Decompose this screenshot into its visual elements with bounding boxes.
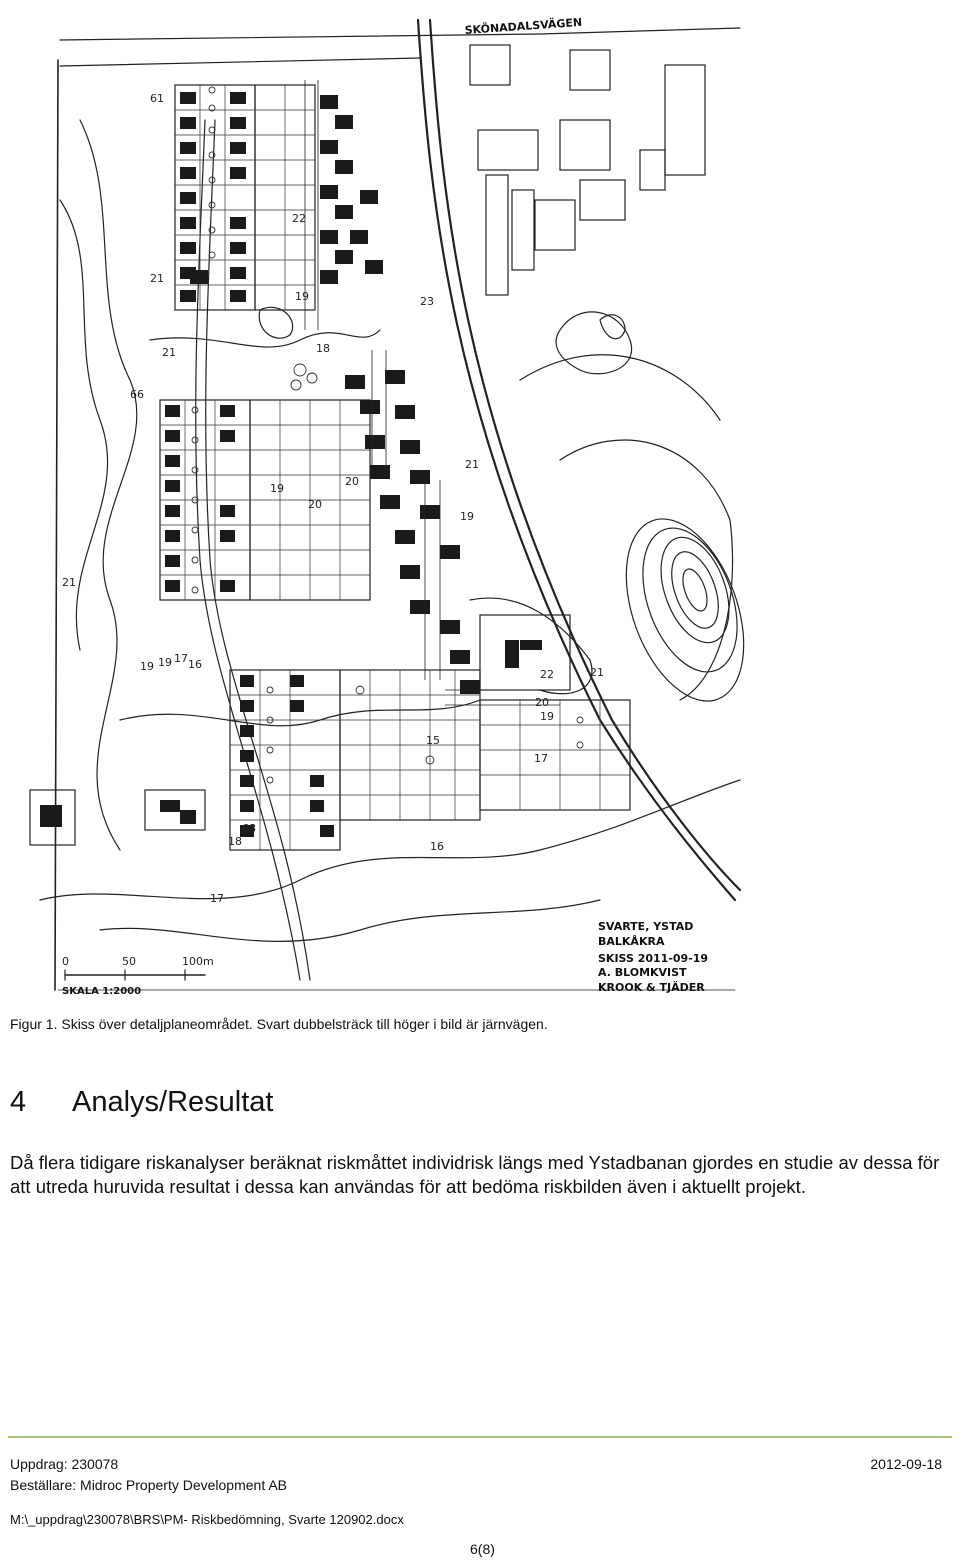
road-line-south [60, 58, 420, 66]
body-paragraph: Då flera tidigare riskanalyser beräknat riskmåttet individrisk längs med Ystadbanan gjordes en studie av dessa för att utreda huruvida resultat i dessa kan användas för att bedöma riskbilden även i aktuellt projekt. [10, 1152, 940, 1197]
contour-number: 19 [540, 710, 554, 723]
scale-label: SKALA 1:2000 [62, 986, 142, 997]
footer-assignment: Uppdrag: 230078 [10, 1456, 119, 1472]
footer-client: Beställare: Midroc Property Development AB [10, 1477, 288, 1493]
contour-number: 20 [308, 498, 322, 511]
contour-number: 16 [430, 840, 444, 853]
page-number: 6(8) [470, 1541, 495, 1557]
figure-caption: Figur 1. Skiss över detaljplaneområdet. Svart dubbelsträck till höger i bild är järnvägen. [10, 1016, 548, 1032]
contour-number: 20 [345, 475, 359, 488]
contour-number: 16 [188, 658, 202, 671]
footer-file-path: M:\_uppdrag\230078\BRS\PM- Riskbedömning, Svarte 120902.docx [10, 1512, 404, 1527]
contour-number: 22 [292, 212, 306, 225]
contour-number: 19 [270, 482, 284, 495]
contour-number: 19 [460, 510, 474, 523]
contour-number: 19 [295, 290, 309, 303]
scale-tick-label: 100m [182, 955, 214, 968]
contour-number: 19 [140, 660, 154, 673]
contour-number: 18 [228, 835, 242, 848]
title-line: BALKÅKRA [598, 935, 665, 948]
contour-number: 21 [150, 272, 164, 285]
railway-line-b [430, 20, 740, 890]
contour-number: 61 [150, 92, 164, 105]
road-name: SKÖNADALSVÄGEN [464, 15, 583, 37]
section-number: 4 [10, 1086, 27, 1118]
contour-number: 17 [174, 652, 188, 665]
contour-number: 21 [162, 346, 176, 359]
contour-number: 21 [62, 576, 76, 589]
contour-number: 68 [242, 822, 256, 835]
title-line: KROOK & TJÄDER [598, 981, 705, 994]
contour-number: 22 [540, 668, 554, 681]
title-line: SVARTE, YSTAD [598, 920, 694, 933]
contour-number: 15 [426, 734, 440, 747]
contour-number: 19 [158, 656, 172, 669]
scale-tick-label: 50 [122, 955, 136, 968]
contour-number: 21 [465, 458, 479, 471]
scale-tick-label: 0 [62, 955, 69, 968]
contour-number: 20 [535, 696, 549, 709]
contour-number: 23 [420, 295, 434, 308]
title-line: SKISS 2011-09-19 [598, 952, 709, 965]
contour-number: 17 [210, 892, 224, 905]
section-heading [10, 1086, 274, 1119]
contour-number: 17 [534, 752, 548, 765]
contour-number: 21 [590, 666, 604, 679]
scale-bar [62, 955, 214, 997]
sketch-title-block [598, 920, 708, 994]
contour-line [80, 120, 137, 850]
title-line: A. BLOMKVIST [598, 966, 687, 979]
contour-number: 18 [316, 342, 330, 355]
footer-date: 2012-09-18 [870, 1456, 942, 1472]
contour-numbers [62, 92, 604, 905]
section-title: Analys/Resultat [72, 1086, 274, 1118]
road-line [60, 28, 740, 40]
contour-number: 66 [130, 388, 144, 401]
footer-divider [8, 1436, 952, 1438]
